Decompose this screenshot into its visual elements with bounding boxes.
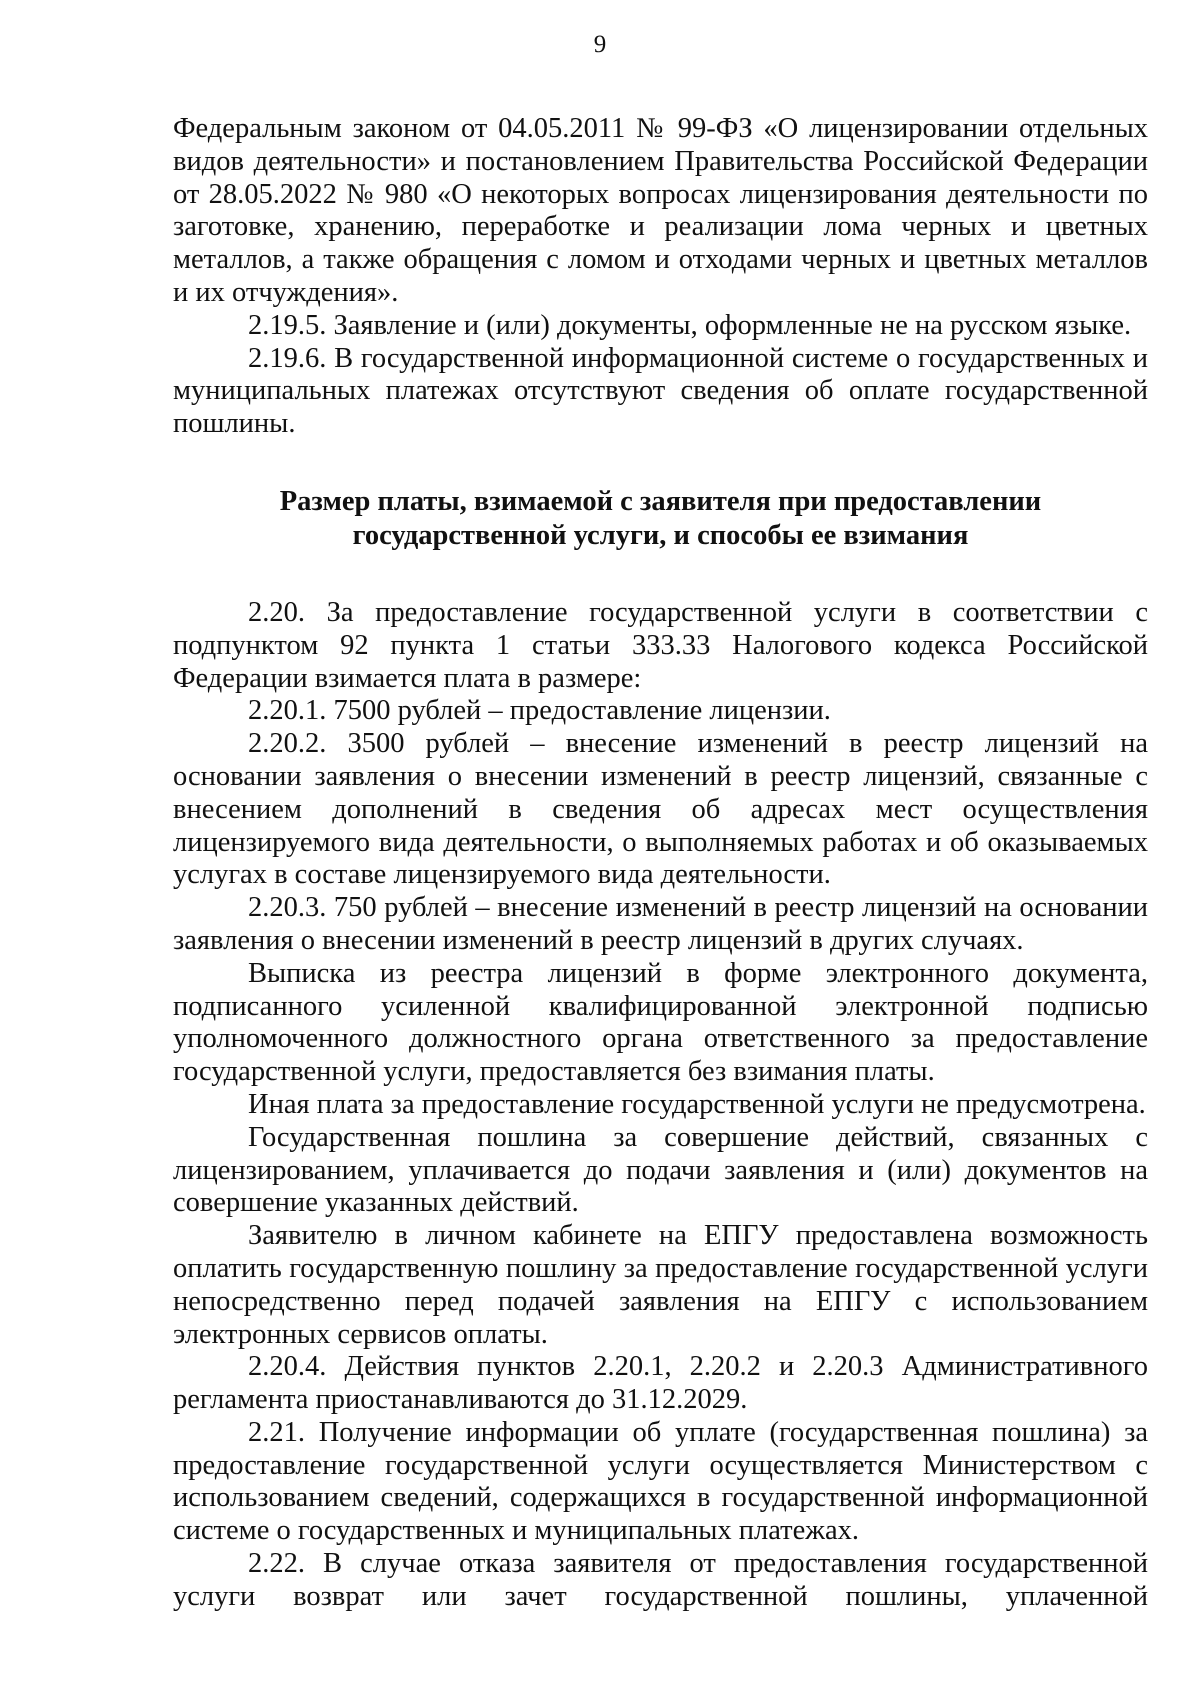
paragraph-2-20-1: 2.20.1. 7500 рублей – предоставление лицензии. — [248, 695, 831, 727]
paragraph-state-duty: Государственная пошлина за совершение действий, связанных с лицензированием, уплачивается до подачи заявления и (или) документов на совершение указанных действий. — [173, 1121, 1148, 1219]
page-number: 9 — [593, 31, 607, 58]
paragraph-2-20: 2.20. За предоставление государственной услуги в соответствии с подпунктом 92 пункта 1 статьи 333.33 Налогового кодекса Российской Федерации взимается плата в размере: — [173, 596, 1148, 694]
document-body — [173, 113, 1148, 1614]
paragraph-extract: Выписка из реестра лицензий в форме электронного документа, подписанного усиленной квалифицированной электронной подписью уполномоченного должностного органа ответственного за предоставление государственной услуги, предоставляется без взимания платы. — [173, 957, 1148, 1088]
paragraph-epgu-payment: Заявителю в личном кабинете на ЕПГУ предоставлена возможность оплатить государственную пошлину за предоставление государственной услуги непосредственно перед подачей заявления на ЕПГУ с использованием электронных сервисов оплаты. — [173, 1220, 1148, 1350]
section-heading — [173, 485, 1148, 553]
section-heading-line-1: Размер платы, взимаемой с заявителя при предоставлении — [279, 485, 1042, 517]
paragraph-2-20-4: 2.20.4. Действия пунктов 2.20.1, 2.20.2 и 2.20.3 Административного регламента приостанавливаются до 31.12.2029. — [173, 1351, 1148, 1416]
paragraph-2-19-5: 2.19.5. Заявление и (или) документы, оформленные не на русском языке. — [248, 309, 1132, 341]
paragraph-other-fee: Иная плата за предоставление государственной услуги не предусмотрена. — [248, 1088, 1146, 1120]
paragraph-2-22: 2.22. В случае отказа заявителя от предоставления государственной услуги возврат или зачет государственной пошлины, уплаченной — [173, 1548, 1148, 1612]
paragraph-2-19-6: 2.19.6. В государственной информационной системе о государственных и муниципальных платежах отсутствуют сведения об оплате государственной пошлины. — [173, 342, 1148, 440]
paragraph-2-20-3: 2.20.3. 750 рублей – внесение изменений в реестр лицензий на основании заявления о внесении изменений в реестр лицензий в других случаях. — [173, 892, 1148, 956]
paragraph-2-20-2: 2.20.2. 3500 рублей – внесение изменений в реестр лицензий на основании заявления о внесении изменений в реестр лицензий, связанные с внесением дополнений в сведения об адресах мест осуществления лицензируемого вида деятельности, о выполняемых работах и об оказываемых услугах в составе лицензируемого вида деятельности. — [173, 728, 1148, 891]
section-heading-line-2: государственной услуги, и способы ее взимания — [352, 519, 969, 551]
paragraph-2-21: 2.21. Получение информации об уплате (государственная пошлина) за предоставление государственной услуги осуществляется Министерством с использованием сведений, содержащихся в государственной информационной системе о государственных и муниципальных платежах. — [173, 1416, 1148, 1547]
paragraph-continuation: Федеральным законом от 04.05.2011 № 99-ФЗ «О лицензировании отдельных видов деятельности» и постановлением Правительства Российской Федерации от 28.05.2022 № 980 «О некоторых вопросах лицензирования деятельности по заготовке, хранению, переработке и реализации лома черных и цветных металлов, а также обращения с ломом и отходами черных и цветных металлов и их отчуждения». — [173, 113, 1148, 308]
